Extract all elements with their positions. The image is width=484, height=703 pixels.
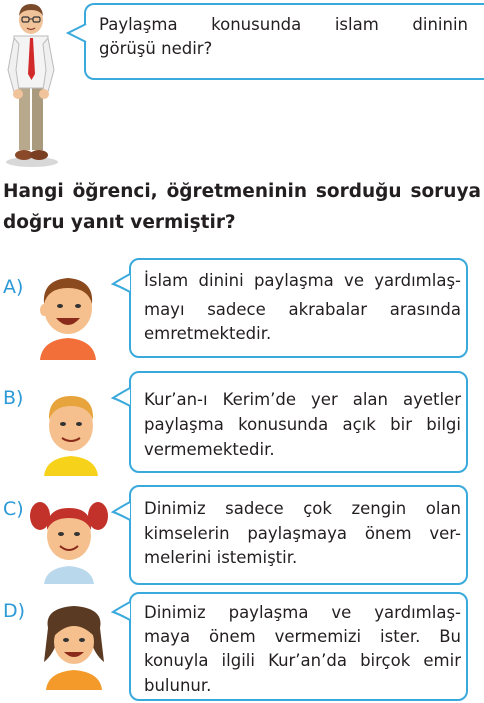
teacher-bubble-tail	[66, 22, 88, 44]
option-d-line2: maya önem vermemizi ister. Bu	[144, 627, 461, 646]
option-a-bubble-tail	[111, 272, 131, 294]
option-d-line4: bulunur.	[144, 676, 212, 695]
option-a-letter[interactable]: A)	[3, 276, 24, 298]
option-a-line2: mayı sadece akrabalar arasında	[144, 300, 461, 319]
option-c-letter[interactable]: C)	[3, 498, 24, 520]
option-b-letter[interactable]: B)	[3, 387, 24, 409]
teacher-speech-line2: görüşü nedir?	[99, 39, 213, 58]
option-a-line1: İslam dinini paylaşma ve yardımlaş-	[144, 271, 461, 290]
option-d-letter[interactable]: D)	[3, 600, 26, 622]
question-line1: Hangi öğrenci, öğretmeninin sorduğu soruya	[3, 181, 481, 202]
option-b-line2: paylaşma konusunda açık bir bilgi	[144, 415, 461, 434]
question-text	[3, 176, 481, 238]
question-line2: doğru yanıt vermiştir?	[3, 212, 236, 233]
option-b-student-illustration	[36, 386, 106, 476]
option-a-line3: emretmektedir.	[144, 324, 272, 343]
option-b-line1: Kur’an-ı Kerim’de yer alan ayetler	[144, 390, 461, 409]
option-c-line2: kimselerin paylaşmaya önem ver-	[144, 524, 461, 543]
option-c-student-illustration	[28, 494, 110, 584]
teacher-speech-line1: Paylaşma konusunda islam dininin	[99, 15, 468, 34]
option-d-bubble-tail	[111, 600, 131, 622]
teacher-illustration	[0, 0, 62, 170]
option-d-line3: konuyla ilgili Kur’an’da birçok emir	[144, 651, 461, 670]
option-a-student-illustration	[32, 268, 104, 360]
option-c-line1: Dinimiz sadece çok zengin olan	[144, 499, 461, 518]
option-b-bubble-tail	[111, 386, 131, 408]
option-d-line1: Dinimiz paylaşma ve yardımlaş-	[144, 603, 461, 622]
option-d-student-illustration	[34, 598, 114, 690]
option-b-line3: vermemektedir.	[144, 440, 275, 459]
option-c-line3: melerini istemiştir.	[144, 548, 298, 567]
option-c-bubble-tail	[111, 500, 131, 522]
